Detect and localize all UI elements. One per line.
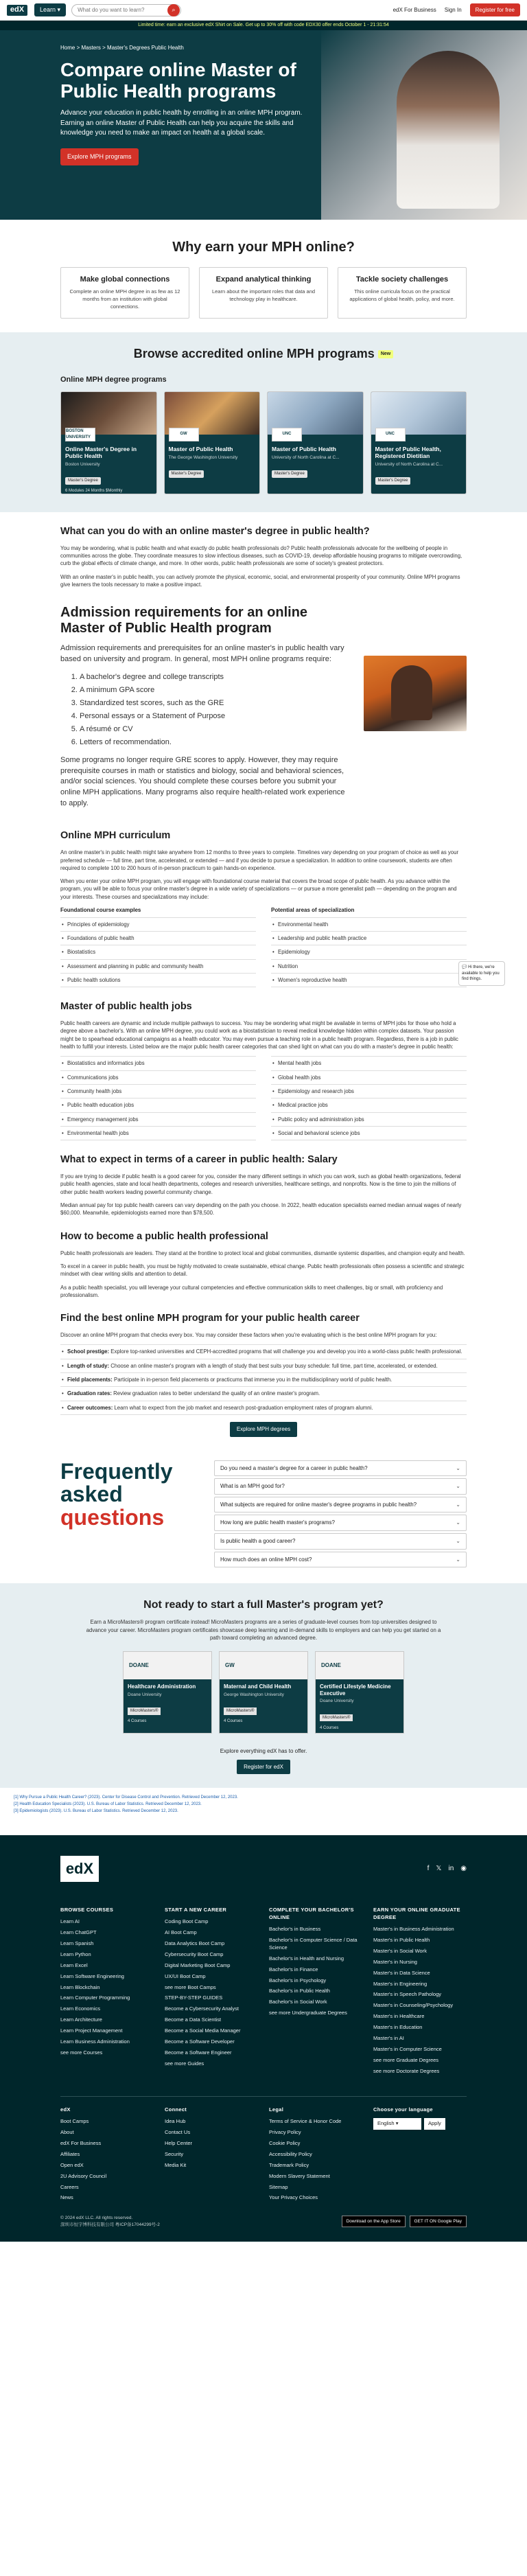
item-label: Career outcomes:	[67, 1404, 113, 1411]
item-label: Field placements:	[67, 1377, 113, 1383]
card-course-count: 4 Courses	[320, 1725, 339, 1730]
card-course-count: 4 Courses	[224, 1719, 243, 1724]
promo-banner[interactable]: Limited time: earn an exclusive edX Shirt on Sale. Get up to 30% off with code EDX30 offer ends October 1 - 21:31:54	[0, 21, 527, 30]
programs-title	[60, 345, 467, 363]
explore-mph-degrees-button[interactable]: Explore MPH degrees	[230, 1422, 297, 1437]
citation[interactable]: [2] Health Education Specialists (2023). U.S. Bureau of Labor Statistics. Retrieved December 12, 2023.	[14, 1802, 202, 1807]
list-title: Potential areas of specialization	[271, 907, 355, 914]
list-item: • Public policy and administration jobs	[271, 1112, 467, 1126]
footer-link[interactable]: Master's in Computer Science	[373, 2045, 442, 2052]
item-text: Choose an online master's program with a length of study that best suits your busy schedule: full time, part time, accelerated, or extended.	[110, 1362, 438, 1369]
university-logo: UNC	[375, 428, 406, 441]
page-title: Compare online Master of Public Health programs	[60, 58, 296, 102]
list-item: • Principles of epidemiology	[60, 917, 256, 931]
list-item: • Global health jobs	[271, 1070, 467, 1084]
register-edx-button[interactable]: Register for edX	[237, 1760, 290, 1775]
footer-link[interactable]: Modern Slavery Statement	[269, 2172, 330, 2179]
footer-link[interactable]: Accessibility Policy	[269, 2150, 312, 2157]
footer-col-title: edX	[60, 2106, 71, 2113]
faq-item[interactable]	[214, 1497, 467, 1513]
programs-subtitle: Online MPH degree programs	[60, 375, 167, 384]
footer-link[interactable]: Data Analytics Boot Camp	[165, 1940, 225, 1947]
program-meta: 6 Modules 24 Months $Monthly	[65, 489, 123, 494]
facebook-icon[interactable]: f	[427, 1865, 430, 1873]
chat-widget[interactable]	[458, 961, 505, 986]
footer-link[interactable]: Learn Python	[60, 1951, 91, 1957]
card-tag: MicroMasters®	[128, 1707, 161, 1715]
card-title: Maternal and Child Health	[224, 1683, 292, 1690]
footer-link[interactable]: Contact Us	[165, 2129, 191, 2136]
list-item: • Assessment and planning in public and community health	[60, 959, 256, 973]
footer-link[interactable]: Become a Software Developer	[165, 2038, 235, 2045]
twitter-icon[interactable]: 𝕏	[436, 1865, 442, 1873]
footer-link[interactable]: Master's in Speech Pathology	[373, 1991, 441, 1998]
citations	[0, 1788, 527, 1835]
item-label: Length of study:	[67, 1362, 110, 1369]
footer-link[interactable]: Master's in Engineering	[373, 1980, 428, 1987]
footer-link[interactable]: see more Boot Camps	[165, 1983, 216, 1990]
admission-section	[0, 594, 527, 816]
top-navigation	[0, 0, 527, 21]
why-section	[0, 220, 527, 332]
faq-question: Is public health a good career?	[220, 1537, 296, 1544]
footer-link[interactable]: Master's in AI	[373, 2034, 404, 2041]
program-card[interactable]	[164, 391, 261, 494]
footer-link[interactable]: Help Center	[165, 2140, 193, 2147]
paragraph: To excel in a career in public health, you must be highly motivated to create sustainable, ethical change. Public health professionals often possess a scientific and strategic mindset with clear writing skills and attention to detail.	[60, 1263, 465, 1278]
program-title: Master of Public Health	[168, 445, 233, 452]
footer-link[interactable]: Bachelor's in Finance	[269, 1966, 318, 1973]
chat-text: Hi there, we're available to help you find things.	[462, 965, 500, 982]
program-university: Boston University	[65, 461, 100, 467]
footer-link[interactable]: Learn Excel	[60, 1962, 88, 1968]
list-item: • Biostatistics	[60, 945, 256, 958]
faq-question: What subjects are required for online master's degree programs in public health?	[220, 1501, 417, 1508]
footer-col-title: COMPLETE YOUR BACHELOR'S ONLINE	[269, 1907, 354, 1921]
what-do-section	[0, 525, 527, 589]
faq-title-line: questions	[60, 1504, 165, 1530]
footer-col-title: START A NEW CAREER	[165, 1907, 227, 1913]
list-item: • Biostatistics and informatics jobs	[60, 1056, 256, 1070]
faq-question: How much does an online MPH cost?	[220, 1556, 312, 1563]
footer-link[interactable]: Bachelor's in Public Health	[269, 1988, 330, 1994]
section-title: Not ready to start a full Master's program yet?	[143, 1599, 384, 1611]
list-item	[60, 1386, 467, 1400]
list-item	[60, 1401, 467, 1415]
footer-link[interactable]: News	[60, 2194, 73, 2201]
footer-col-title: EARN YOUR ONLINE GRADUATE DEGREE	[373, 1907, 460, 1921]
faq-question: Do you need a master's degree for a career in public health?	[220, 1464, 368, 1471]
footer-link[interactable]: Learn AI	[60, 1918, 80, 1925]
program-tag: Master's Degree	[65, 477, 101, 485]
list-item: 3. Standardized test scores, such as the GRE	[80, 698, 350, 709]
list-item: • Mental health jobs	[271, 1056, 467, 1070]
paragraph: Admission requirements and prerequisites for an online master's in public health vary based on university and program. In general, most MPH online programs require:	[60, 644, 344, 664]
footer-link[interactable]: Idea Hub	[165, 2118, 186, 2125]
footer-link[interactable]: Sitemap	[269, 2183, 288, 2190]
list-item: 4. Personal essays or a Statement of Purpose	[80, 711, 350, 722]
footer-link[interactable]: Cookie Policy	[269, 2140, 301, 2147]
why-card	[338, 267, 467, 319]
section-title: What can you do with an online master's degree in public health?	[60, 525, 370, 537]
list-item: • Foundations of public health	[60, 931, 256, 945]
footer-link[interactable]: Become a Cybersecurity Analyst	[165, 2005, 239, 2012]
chevron-down-icon: ⌄	[456, 1483, 460, 1490]
footer-link[interactable]: see more Guides	[165, 2060, 204, 2067]
become-section	[0, 1230, 527, 1300]
copyright: © 2024 edX LLC. All rights reserved.	[60, 2216, 133, 2221]
footer-link[interactable]: Master's in Public Health	[373, 1937, 430, 1944]
footer-link[interactable]: Security	[165, 2150, 184, 2157]
why-card-title: Make global connections	[80, 275, 170, 284]
explore-mph-button[interactable]: Explore MPH programs	[60, 148, 139, 165]
card-university: Doane University	[128, 1692, 162, 1697]
footer-link[interactable]: Master's in Nursing	[373, 1958, 417, 1965]
list-item: • Women's reproductive health	[271, 973, 467, 987]
why-card-title: Tackle society challenges	[355, 275, 449, 284]
program-university: The George Washington University	[168, 455, 238, 460]
program-tag: Master's Degree	[375, 477, 411, 485]
university-logo: DOANE	[124, 1652, 211, 1679]
list-item: • Public health solutions	[60, 973, 256, 987]
list-item: 6. Letters of recommendation.	[80, 737, 350, 748]
footer-link[interactable]: Learn Architecture	[60, 2016, 102, 2023]
footer-link[interactable]: Learn Spanish	[60, 1940, 94, 1947]
program-title: Online Master's Degree in Public Health	[65, 445, 137, 459]
footer-link[interactable]: Cybersecurity Boot Camp	[165, 1951, 224, 1957]
footer-col-title: BROWSE COURSES	[60, 1907, 114, 1913]
chevron-down-icon: ⌄	[456, 1556, 460, 1563]
citation[interactable]: [3] Epidemiologists (2023). U.S. Bureau of Labor Statistics. Retrieved December 12, 2023.	[14, 1808, 178, 1813]
programs-title-text: Browse accredited online MPH programs	[133, 346, 375, 360]
micromasters-card[interactable]	[315, 1651, 404, 1734]
university-logo: DOANE	[316, 1652, 403, 1679]
jobs-section	[0, 1000, 527, 1140]
faq-title-line: Frequently	[60, 1458, 173, 1484]
paragraph: Discover an online MPH program that checks every box. You may consider these factors when you're evaluating which is the best online MPH program for you:	[60, 1332, 437, 1339]
footer-link[interactable]: Learn Computer Programming	[60, 1994, 130, 2001]
register-button[interactable]: Register for free	[470, 3, 520, 17]
footer-link[interactable]: Master's in Business Administration	[373, 1926, 454, 1933]
footer-link[interactable]: Learn Software Engineering	[60, 1973, 124, 1979]
footer-link[interactable]: Boot Camps	[60, 2118, 89, 2125]
list-item: • Epidemiology	[271, 945, 467, 958]
university-logo: GW	[220, 1652, 307, 1679]
edx-logo[interactable]: edX	[7, 5, 27, 16]
item-label: School prestige:	[67, 1348, 110, 1355]
hero	[0, 30, 527, 220]
micromasters-section	[0, 1583, 527, 1788]
program-tag: Master's Degree	[272, 470, 307, 478]
micromasters-card[interactable]	[123, 1651, 212, 1734]
new-badge: New	[378, 350, 393, 358]
chat-icon: 💬	[462, 965, 467, 969]
faq-item[interactable]	[214, 1533, 467, 1550]
footer-link[interactable]: Learn Project Management	[60, 2027, 123, 2034]
paragraph: Public health careers are dynamic and include multiple pathways to success. You may be wondering what might be available in terms of MPH jobs for those who hold a degree above a bachelor's. With an online MPH degree, you could work as a biostatistician to reveal medical knowledge hidden within complex datasets. Your passion might be to spearhead educational campaigns as a health educator. You may even pursue a teaching role in a public health program. Regardless, there is a job in public health to fulfill your interests. Listed below are the major public health career categories that can shed light on what can you do with a master's degree in public health:	[60, 1020, 458, 1050]
reddit-icon[interactable]: ◉	[460, 1865, 467, 1873]
section-title: What to expect in terms of a career in public health: Salary	[60, 1154, 338, 1166]
list-item: • Community health jobs	[60, 1084, 256, 1098]
footer-link[interactable]: Terms of Service & Honor Code	[269, 2118, 342, 2125]
learn-menu-button[interactable]: Learn ▾	[34, 3, 66, 16]
hero-person-illustration	[397, 51, 500, 209]
footer-link[interactable]: Become a Data Scientist	[165, 2016, 222, 2023]
program-title: Master of Public Health, Registered Dietitian	[375, 445, 441, 459]
list-item: • Environmental health jobs	[60, 1126, 256, 1140]
section-title: Admission requirements for an online Master of Public Health program	[60, 605, 308, 636]
footer-link[interactable]: Trademark Policy	[269, 2161, 309, 2168]
university-logo: BOSTON UNIVERSITY	[65, 428, 95, 441]
chevron-down-icon: ⌄	[456, 1537, 460, 1544]
programs-section	[0, 332, 527, 512]
section-title: Online MPH curriculum	[60, 830, 171, 842]
footer-link[interactable]: Learn Economics	[60, 2005, 100, 2012]
citation[interactable]: [1] Why Pursue a Public Health Career? (2023). Center for Disease Control and Prevention. Retrieved December 12, 2023.	[14, 1795, 238, 1800]
footer-link[interactable]: Learn Blockchain	[60, 1983, 100, 1990]
salary-section	[0, 1153, 527, 1217]
paragraph: Public health professionals are leaders. They stand at the frontline to protect local and global communities, dismantle systemic disparities, and champion equity and health.	[60, 1250, 465, 1256]
footer-link[interactable]: Coding Boot Camp	[165, 1918, 209, 1925]
card-university: George Washington University	[224, 1692, 284, 1697]
list-item: 5. A résumé or CV	[80, 724, 350, 735]
faq-title-line: asked	[60, 1482, 123, 1507]
student-image	[364, 656, 467, 731]
sign-in-link[interactable]: Sign In	[444, 6, 462, 13]
footer-link[interactable]: Learn ChatGPT	[60, 1929, 97, 1936]
footer-link[interactable]: Affiliates	[60, 2150, 80, 2157]
item-text: Review graduation rates to better understand the quality of an online master's program.	[113, 1390, 320, 1397]
university-logo: UNC	[272, 428, 302, 441]
item-text: Learn what to expect from the job market and research post-graduation employment rates of program alumni.	[114, 1404, 373, 1411]
faq-section	[0, 1447, 527, 1584]
icp-license: 深圳市恒宇博科技有限公司 粤ICP备17044299号-2	[60, 2222, 160, 2227]
explore-text: Explore everything edX has to offer.	[220, 1748, 307, 1755]
list-item: • Medical practice jobs	[271, 1098, 467, 1112]
search-icon[interactable]: ⌕	[167, 4, 180, 16]
google-play-badge[interactable]: GET IT ON Google Play	[410, 2216, 467, 2227]
list-item	[60, 1372, 467, 1386]
why-card	[199, 267, 328, 319]
for-business-link[interactable]: edX For Business	[393, 6, 436, 13]
section-title: Master of public health jobs	[60, 1001, 192, 1013]
footer-link[interactable]: Open edX	[60, 2161, 84, 2168]
footer-link[interactable]: see more Doctorate Degrees	[373, 2067, 440, 2074]
card-tag: MicroMasters®	[224, 1707, 257, 1715]
language-select[interactable]: English ▾	[373, 2118, 421, 2130]
program-card[interactable]	[371, 391, 467, 494]
why-card-text: Learn about the important roles that data and technology play in healthcare.	[211, 288, 316, 302]
program-university: University of North Carolina at C...	[272, 455, 340, 460]
program-title: Master of Public Health	[272, 445, 336, 452]
list-item: • Public health education jobs	[60, 1098, 256, 1112]
linkedin-icon[interactable]: in	[448, 1865, 454, 1873]
footer-link[interactable]: Master's in Data Science	[373, 1969, 430, 1976]
footer-link[interactable]: Master's in Social Work	[373, 1947, 427, 1954]
footer-link[interactable]: Bachelor's in Health and Nursing	[269, 1955, 344, 1962]
footer-link[interactable]: Become a Social Media Manager	[165, 2027, 241, 2034]
list-item: • Social and behavioral science jobs	[271, 1126, 467, 1140]
card-university: Doane University	[320, 1699, 354, 1704]
list-item: • Nutrition	[271, 959, 467, 973]
faq-question: How long are public health master's programs?	[220, 1519, 335, 1526]
card-title: Healthcare Administration	[128, 1683, 196, 1690]
app-store-badge[interactable]: Download on the App Store	[342, 2216, 406, 2227]
footer-logo[interactable]: edX	[60, 1856, 99, 1882]
footer-link[interactable]: Privacy Policy	[269, 2129, 301, 2136]
list-item: • Communications jobs	[60, 1070, 256, 1084]
footer-link[interactable]: Your Privacy Choices	[269, 2194, 318, 2201]
footer-link[interactable]: edX For Business	[60, 2140, 102, 2147]
program-card[interactable]	[267, 391, 364, 494]
item-text: Participate in in-person field placements or practicums that immerse you in the multidisciplinary world of public health.	[114, 1377, 393, 1383]
university-logo: GW	[169, 428, 199, 441]
footer-link[interactable]: About	[60, 2129, 74, 2136]
program-card[interactable]	[60, 391, 157, 494]
faq-item[interactable]	[214, 1460, 467, 1477]
footer-link[interactable]: Master's in Healthcare	[373, 2013, 425, 2020]
list-item: • Epidemiology and research jobs	[271, 1084, 467, 1098]
chevron-down-icon: ⌄	[456, 1501, 460, 1508]
list-item	[60, 1344, 467, 1358]
list-item: • Leadership and public health practice	[271, 931, 467, 945]
why-card-title: Expand analytical thinking	[215, 275, 312, 284]
footer-col-title: Connect	[165, 2106, 187, 2113]
card-tag: MicroMasters®	[320, 1714, 353, 1722]
faq-item[interactable]	[214, 1552, 467, 1568]
breadcrumb[interactable]: Home > Masters > Master's Degrees Public Health	[60, 45, 184, 51]
footer-link[interactable]: Master's in Counseling/Psychology	[373, 2002, 454, 2009]
why-title: Why earn your MPH online?	[172, 240, 355, 255]
hero-description: Advance your education in public health by enrolling in an online MPH program. Earning an online Master of Public Health can help you acquire the skills and knowledge you need to make an impact on health at a global scale.	[60, 109, 303, 137]
footer-link[interactable]: Bachelor's in Social Work	[269, 1999, 327, 2005]
list-title: Foundational course examples	[60, 907, 141, 914]
why-card-text: This online curricula focus on the practical applications of global health, policy, and more.	[349, 288, 455, 302]
apply-button[interactable]: Apply	[424, 2118, 445, 2130]
faq-question: What is an MPH good for?	[220, 1483, 285, 1490]
list-item: 1. A bachelor's degree and college transcripts	[80, 672, 350, 683]
paragraph: When you enter your online MPH program, you will engage with foundational course material that covers the broad scope of public health. As you advance within the program, you will be able to focus your online master's degree in a wide variety of specializations — or pursue a more generalist path — depending on the program and your interests. These courses and specializations may include:	[60, 878, 457, 900]
footer-link[interactable]: Become a Software Engineer	[165, 2049, 232, 2056]
paragraph: An online master's in public health might take anywhere from 12 months to three years to complete. Timelines vary depending on your program of choice as well as your preferred schedule — full time, part time, accelerated, or extended — and if you decide to pursue a specialization. In addition to online coursework, students are often required to complete 100 to 200 hours of in-person practicum to gain hands-on experience.	[60, 849, 459, 871]
paragraph: With an online master's in public health, you can actively promote the physical, economic, social, and environmental prosperity of your community. Online MPH programs give learners the tools necessary to make a positive impact.	[60, 573, 460, 588]
find-section	[0, 1311, 527, 1436]
paragraph: As a public health specialist, you will leverage your cultural competencies and effective communication skills to meet challenges, big or small, with proficiency and professionalism.	[60, 1284, 443, 1298]
footer-link[interactable]: see more Graduate Degrees	[373, 2056, 439, 2063]
program-university: University of North Carolina at C...	[375, 461, 443, 467]
paragraph: Earn a MicroMasters® program certificate instead! MicroMasters programs are a series of graduate-level courses from top universities designed to advance your career. MicroMasters program certificates showcase deep learning and in-demand skills to employers and can help you get started on a path toward completing an advanced degree.	[86, 1619, 441, 1641]
footer-link[interactable]: Bachelor's in Business	[269, 1926, 321, 1933]
item-text: Explore top-ranked universities and CEPH-accredited programs that will challenge you and develop you into a world-class public health professional.	[110, 1348, 462, 1355]
requirements-list	[80, 672, 350, 748]
curriculum-section	[0, 829, 527, 987]
search-input[interactable]	[71, 4, 181, 16]
why-card	[60, 267, 189, 319]
footer-link[interactable]: Media Kit	[165, 2161, 187, 2168]
list-item	[60, 1359, 467, 1372]
why-card-text: Complete an online MPH degree in as few as 12 months from an institution with global connections.	[69, 288, 180, 310]
footer-link[interactable]: STEP-BY-STEP GUIDES	[165, 1994, 223, 2001]
footer-link[interactable]: Careers	[60, 2183, 79, 2190]
program-tag: Master's Degree	[169, 470, 204, 478]
footer-link[interactable]: Master's in Education	[373, 2024, 423, 2031]
item-label: Graduation rates:	[67, 1390, 112, 1397]
faq-item[interactable]	[214, 1478, 467, 1495]
card-course-count: 4 Courses	[128, 1719, 147, 1724]
paragraph: Median annual pay for top public health careers can vary depending on the path you choose. In 2022, health education specialists earned median annual wages of nearly $60,000. Meanwhile, epidemiologists earned more than $78,500.	[60, 1202, 462, 1217]
list-item: • Environmental health	[271, 917, 467, 931]
card-title: Certified Lifestyle Medicine Executive	[320, 1683, 391, 1697]
paragraph: You may be wondering, what is public health and what exactly do public health professionals do? Public health professionals advocate for the wellbeing of people in communities across the globe. They coordinate measures to slow infectious diseases, such as COVID-19, develop affordable housing programs to mitigate overcrowding, curb the global effects of climate change, and more. In other words, public health professionals are some of society's greatest protectors.	[60, 544, 462, 567]
hero-image	[321, 30, 527, 220]
footer-link[interactable]: 2U Advisory Council	[60, 2172, 107, 2179]
language-title: Choose your language	[373, 2106, 433, 2113]
footer-link[interactable]: Learn Business Administration	[60, 2038, 130, 2045]
footer-link[interactable]: Bachelor's in Psychology	[269, 1977, 327, 1983]
learn-label: Learn	[40, 5, 56, 13]
section-title: Find the best online MPH program for your public health career	[60, 1313, 360, 1324]
chevron-down-icon: ⌄	[456, 1519, 460, 1526]
footer-link[interactable]: UX/UI Boot Camp	[165, 1973, 206, 1979]
chevron-down-icon: ⌄	[456, 1464, 460, 1471]
list-item: 2. A minimum GPA score	[80, 685, 350, 696]
footer-col-title: Legal	[269, 2106, 284, 2113]
section-title: How to become a public health professional	[60, 1230, 268, 1242]
micromasters-card[interactable]	[219, 1651, 308, 1734]
faq-item[interactable]	[214, 1515, 467, 1531]
paragraph: If you are trying to decide if public health is a good career for you, consider the many different settings in which you can work, such as global health organizations, federal public health agencies, state and local health departments, colleges and research universities, healthcare settings, and nonprofits. Now is the time to join the millions of other public health workers leading powerful community change.	[60, 1173, 461, 1195]
footer-link[interactable]: Digital Marketing Boot Camp	[165, 1962, 231, 1968]
language-value: English	[377, 2120, 395, 2127]
faq-title	[60, 1460, 198, 1570]
footer	[0, 1835, 527, 2242]
footer-link[interactable]: Bachelor's in Computer Science / Data Science	[269, 1937, 358, 1951]
paragraph: Some programs no longer require GRE scores to apply. However, they may require prerequisite courses in math or statistics and biology, social and behavioral sciences, and/or social sciences. You should complete these courses before you submit your online MPH applications. Many programs also require health-related work experience to apply.	[60, 755, 345, 808]
footer-link[interactable]: AI Boot Camp	[165, 1929, 197, 1936]
footer-link[interactable]: see more Courses	[60, 2049, 103, 2056]
list-item: • Emergency management jobs	[60, 1112, 256, 1126]
footer-link[interactable]: see more Undergraduate Degrees	[269, 2010, 347, 2016]
